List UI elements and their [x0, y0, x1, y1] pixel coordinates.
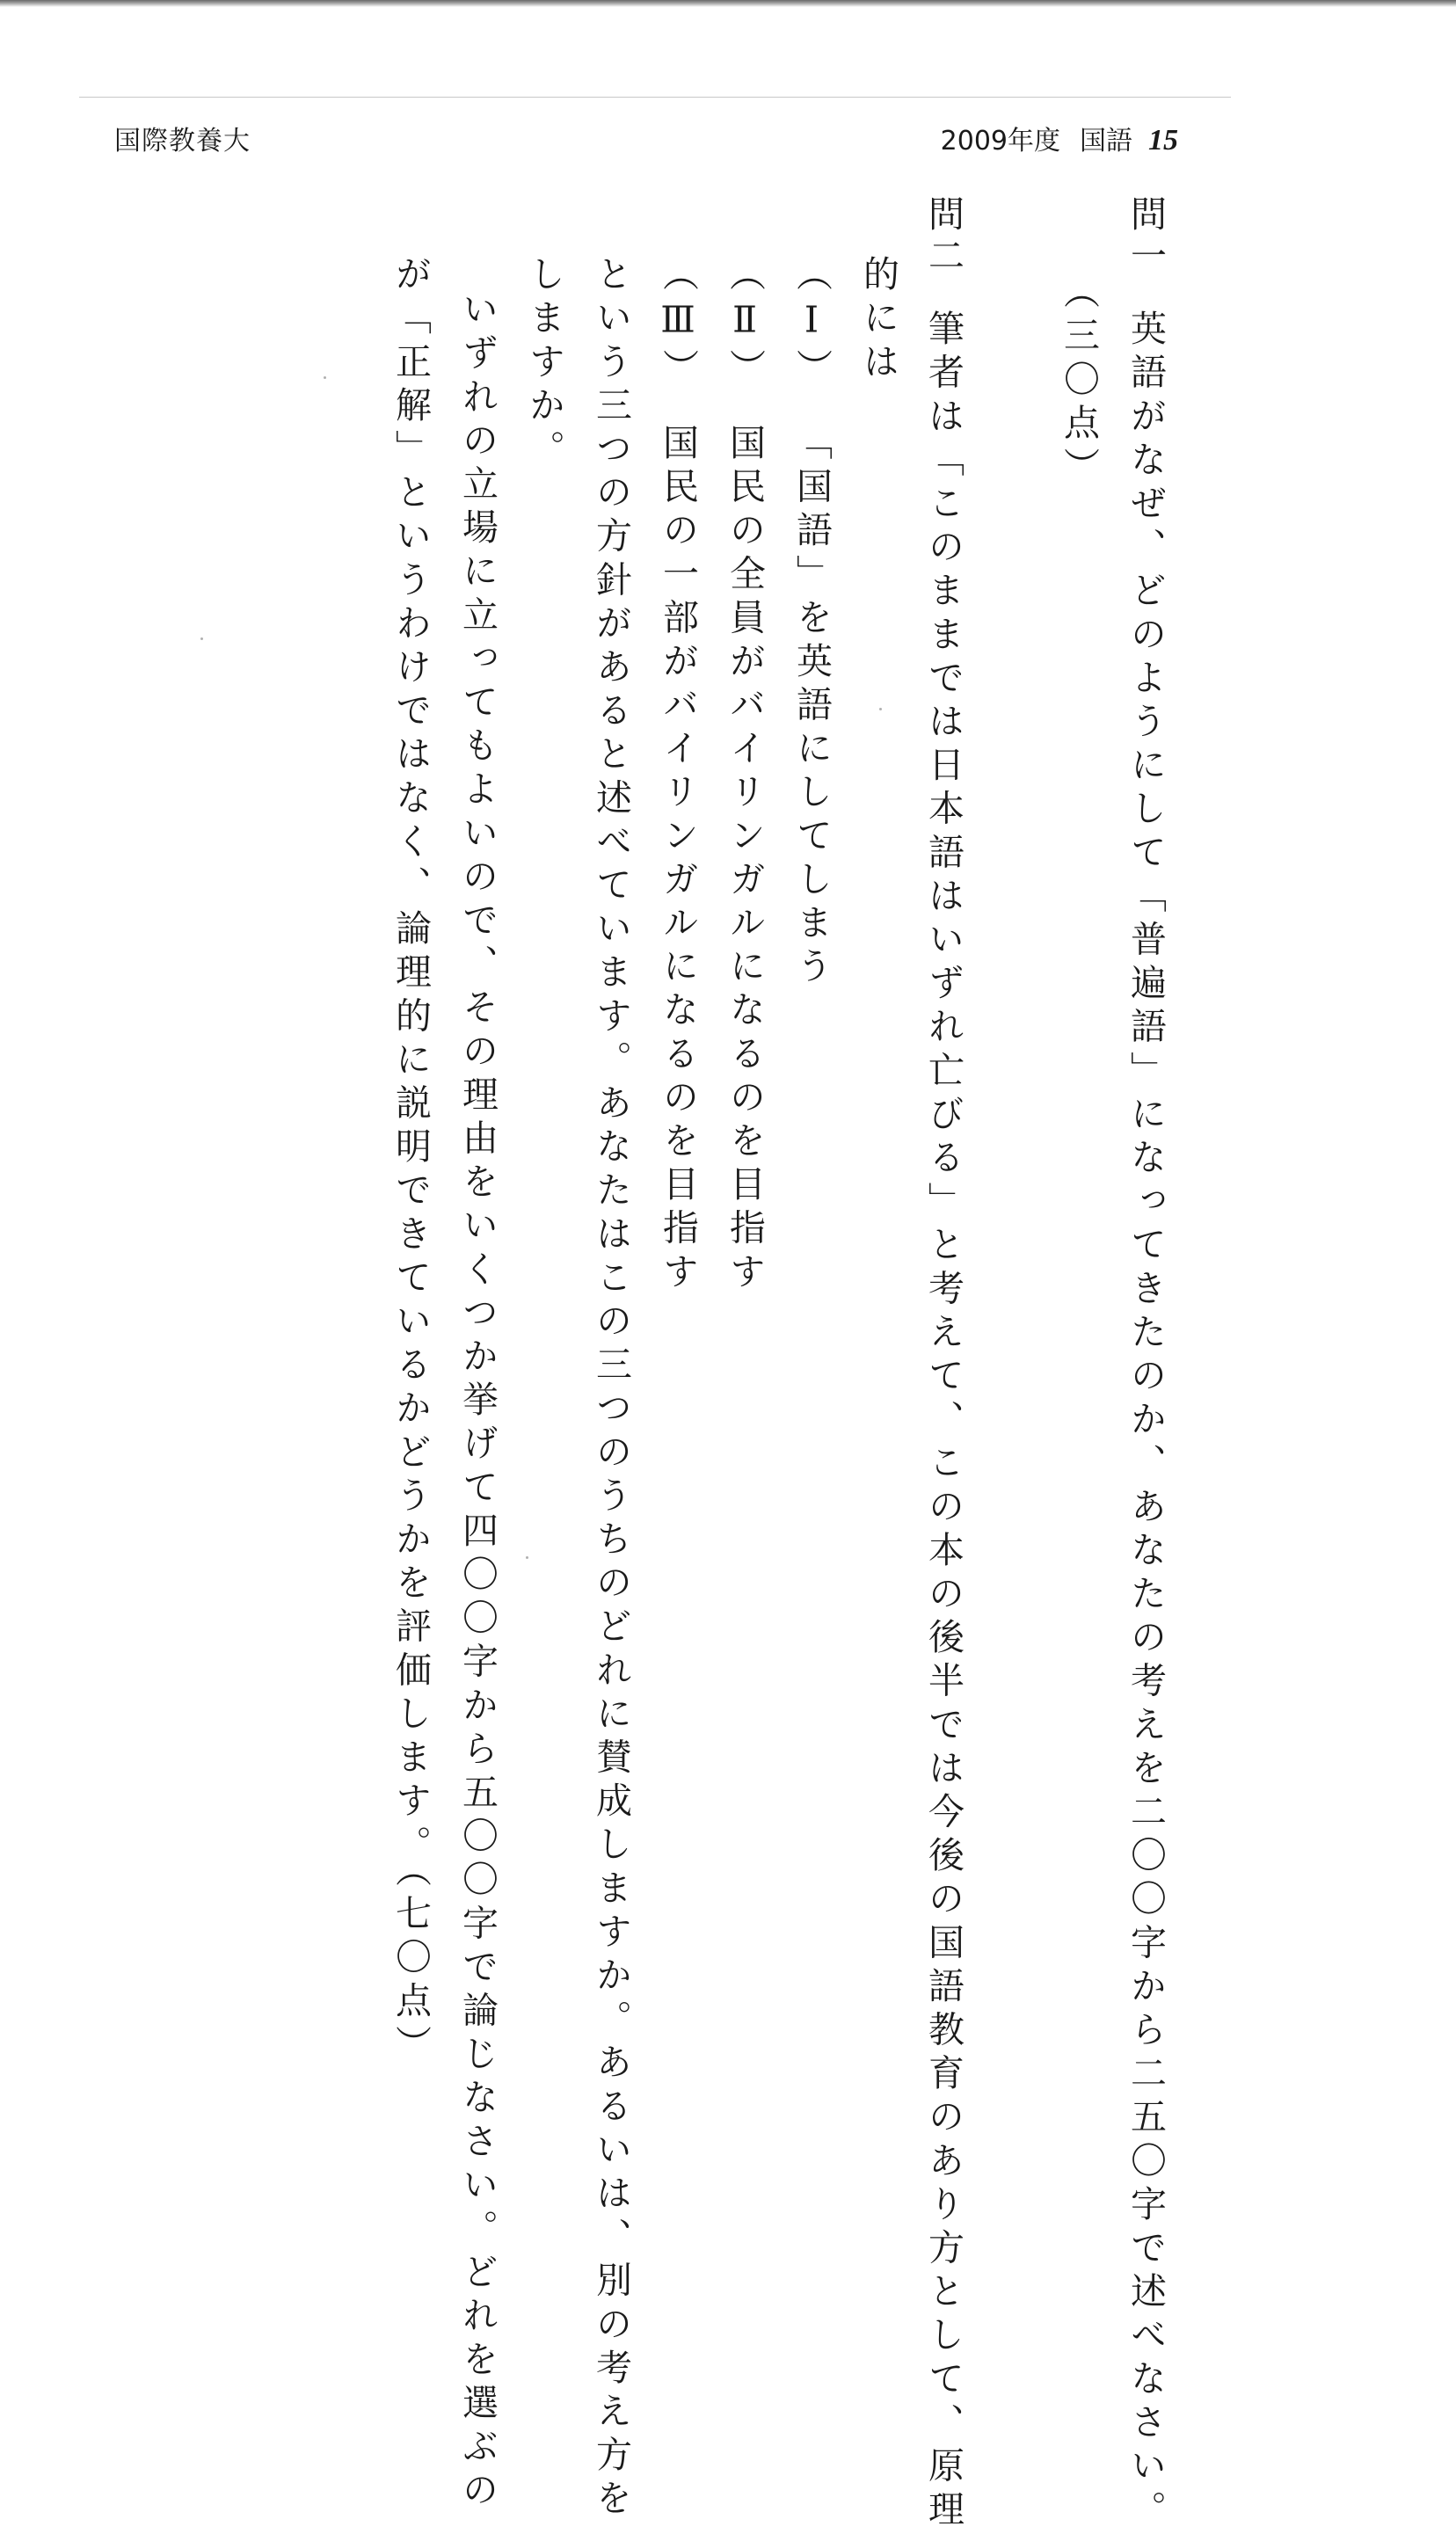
option-3 — [657, 255, 699, 1296]
option-3-text: 国民の一部がバイリンガルになるのを目指す — [657, 423, 699, 1296]
option-2 — [724, 255, 766, 1296]
question-2-label: 問二 — [922, 195, 965, 278]
question-1-points: （三〇点） — [1058, 273, 1100, 491]
question-2-paragraph-line: という三つの方針があると述べています。あなたはこの三つのうちのどれに賛成しますか。あるいは、別の考え方を — [590, 255, 632, 2523]
page-header-right — [941, 119, 1178, 157]
option-2-label: （Ⅱ） — [724, 255, 766, 392]
question-2 — [922, 195, 965, 2534]
exam-year: 2009年度 — [940, 126, 1060, 157]
scan-speck — [526, 1556, 528, 1559]
option-3-label: （Ⅲ） — [657, 255, 699, 392]
question-2-text-cont: 的には — [857, 255, 899, 386]
scan-speck — [200, 637, 203, 640]
question-2-paragraph-line: しますか。 — [523, 255, 565, 473]
scan-edge — [0, 0, 1456, 7]
header-rule — [79, 97, 1231, 98]
university-name: 国際教養大 — [114, 126, 251, 157]
question-2-paragraph-line: が「正解」というわけではなく、論理的に説明できているかどうかを評価します。（七〇点） — [389, 255, 432, 2069]
option-2-text: 国民の全員がバイリンガルになるのを目指す — [724, 423, 766, 1296]
question-2-paragraph-line: いずれの立場に立ってもよいので、その理由をいくつか挙げて四〇〇字から五〇〇字で論じなさい。どれを選ぶの — [456, 290, 499, 2515]
scan-speck — [879, 708, 882, 710]
subject-name: 国語 — [1080, 126, 1132, 157]
scan-speck — [324, 376, 326, 379]
question-2-text: 筆者は「このままでは日本語はいずれ亡びる」と考えて、この本の後半では今後の国語教育のあり方として、原理 — [922, 309, 965, 2534]
question-1-text: 英語がなぜ、どのようにして「普遍語」になってきたのか、あなたの考えを二〇〇字から二五〇字で述べなさい。 — [1125, 309, 1167, 2534]
question-1-label: 問一 — [1125, 195, 1167, 278]
option-1-label: （Ⅰ） — [790, 255, 833, 392]
page-number: 15 — [1148, 124, 1178, 157]
question-1 — [1125, 195, 1167, 2534]
option-1-text: 「国語」を英語にしてしまう — [790, 423, 833, 991]
option-1 — [790, 255, 833, 991]
